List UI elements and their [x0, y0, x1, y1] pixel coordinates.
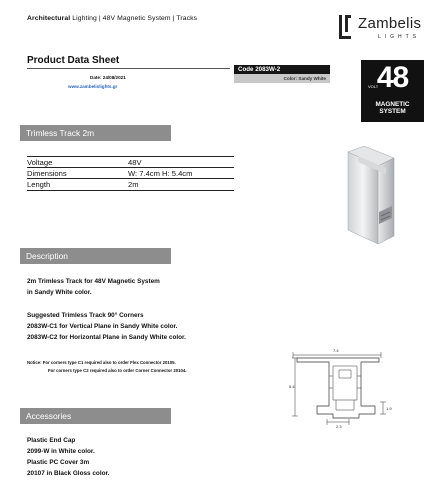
- spec-row-dimensions: [27, 168, 234, 180]
- product-color: Color: Sandy White: [234, 74, 330, 83]
- notice-line-2: For corners type C2 required also to order Corner Connector 20104.: [48, 368, 187, 373]
- description-bar: Description: [20, 248, 171, 264]
- description-line-1: 2m Trimless Track for 48V Magnetic System: [27, 278, 160, 285]
- spec-value: W: 7.4cm H: 5.4cm: [128, 168, 193, 178]
- category-line: [27, 15, 197, 22]
- accessory-line-4: 20107 in Black Gloss color.: [27, 470, 110, 477]
- sheet-date: Date: 24/08/2021: [90, 75, 126, 80]
- badge-line-1: MAGNETIC: [375, 101, 410, 108]
- spec-table: [27, 156, 234, 191]
- dim-base-label: 2.3: [336, 424, 342, 428]
- product-name-bar: Trimless Track 2m: [20, 125, 171, 141]
- spec-label: Voltage: [27, 158, 53, 167]
- category-rest: Lighting | 48V Magnetic System | Tracks: [72, 15, 198, 22]
- track-product-image: [346, 146, 396, 248]
- badge-volt: VOLT: [368, 84, 379, 89]
- title-divider: [27, 68, 230, 69]
- spec-row-length: [27, 179, 234, 191]
- dim-lip-label: 1.9: [386, 406, 392, 411]
- spec-label: Dimensions: [27, 168, 67, 178]
- badge-line-2: SYSTEM: [379, 108, 406, 115]
- accessory-line-1: Plastic End Cap: [27, 437, 76, 444]
- magnetic-system-badge: [361, 60, 424, 122]
- spec-row-voltage: [27, 156, 234, 168]
- profile-section-diagram: [289, 346, 399, 428]
- spec-value: 2m: [128, 180, 139, 189]
- description-line-4: 2083W-C1 for Vertical Plane in Sandy White color.: [27, 323, 178, 330]
- description-line-2: in Sandy White color.: [27, 289, 92, 296]
- category-bold: Architectural: [27, 15, 71, 22]
- zambelis-logo: [338, 14, 432, 42]
- dim-width-label: 7.4: [333, 348, 339, 353]
- description-line-5: 2083W-C2 for Horizontal Plane in Sandy White color.: [27, 334, 186, 341]
- accessory-line-3: Plastic PC Cover 3m: [27, 459, 90, 466]
- sheet-title: Product Data Sheet: [27, 55, 120, 66]
- product-code: Code 2083W-2: [234, 65, 330, 74]
- brand-name: Zambelis: [358, 15, 422, 32]
- profile-drawing: [289, 346, 399, 428]
- accessories-bar: Accessories: [20, 408, 171, 424]
- spec-value: 48V: [128, 158, 142, 167]
- description-line-3: Suggested Trimless Track 90° Corners: [27, 312, 144, 319]
- badge-number: 48: [376, 61, 409, 94]
- brand-subtitle: LIGHTS: [378, 34, 421, 40]
- notice-line-1: Notice: For corners type C1 required also to order Flex Connector 20105.: [27, 360, 176, 365]
- logo-mark-icon: [338, 14, 352, 40]
- spec-label: Length: [27, 180, 51, 189]
- dim-height-label: 5.4: [289, 384, 295, 389]
- website-link[interactable]: www.zambelislights.gr: [68, 84, 118, 89]
- accessory-line-2: 2099-W in White color.: [27, 448, 95, 455]
